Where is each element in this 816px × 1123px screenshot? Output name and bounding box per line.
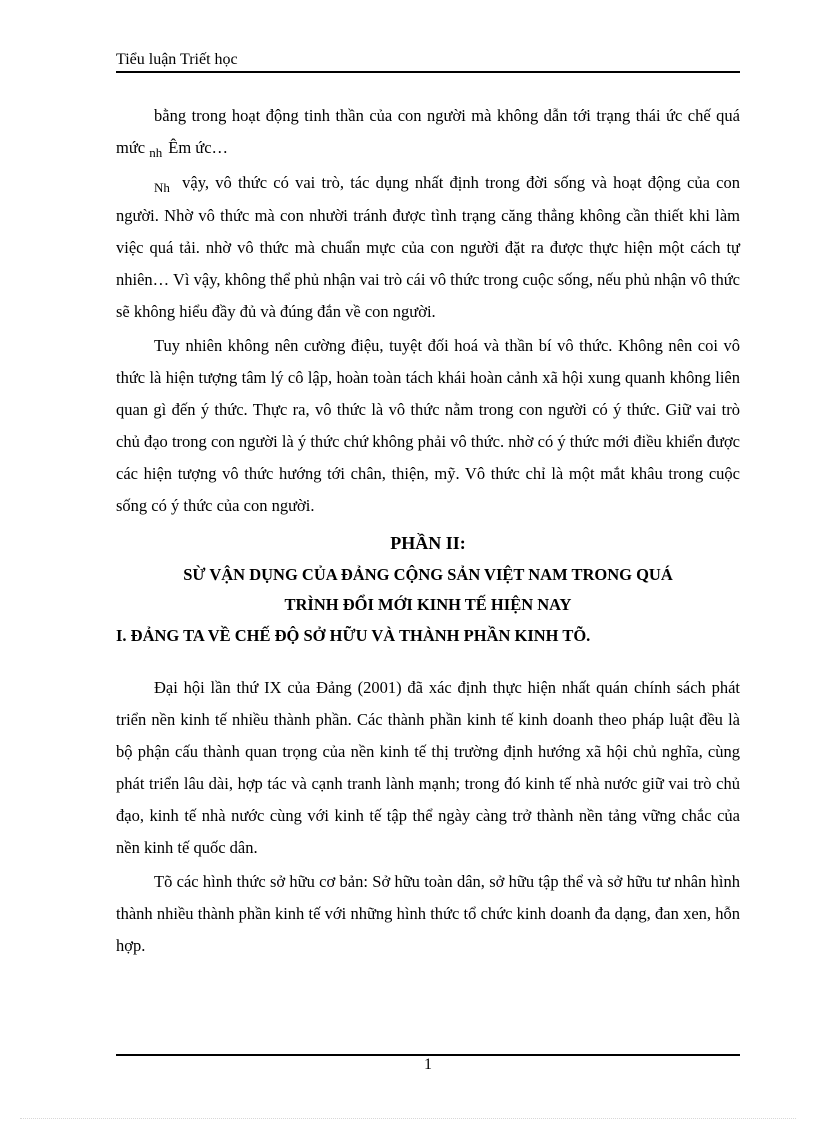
page-header-title: Tiểu luận Triết học [116,51,238,68]
fragment-text: nh [149,145,163,160]
section-heading: I. ĐẢNG TA VỀ CHẾ ĐỘ SỞ HỮU VÀ THÀNH PHẦN KINH TÕ. [116,626,591,645]
paragraph: Đại hội lần thứ IX của Đảng (2001) đã xác định thực hiện nhất quán chính sách phát triển nền kinh tế nhiều thành phần. Các thành phần kinh tế kinh doanh theo pháp luật đều là bộ phận cấu thành quan trọng của nền kinh tế thị trường định hướng xã hội chủ nghĩa, cùng phát triển lâu dài, hợp tác và cạnh tranh lành mạnh; trong đó kinh tế nhà nước giữ vai trò chủ đạo, kinh tế nhà nước cùng với kinh tế tập thể ngày càng trở thành nền tảng vững chắc của nền kinh tế quốc dân. [116,678,740,857]
paragraph-text: Êm ức… [168,138,229,157]
document-body [116,100,740,962]
part-heading: PHẦN II: [390,533,466,553]
paragraph [116,167,740,328]
paragraph: Tõ các hình thức sở hữu cơ bản: Sở hữu toàn dân, sở hữu tập thể và sở hữu tư nhân hình thành nhiều thành phần kinh tế với những hình thức tổ chức kinh doanh đa dạng, đan xen, hỗn hợp. [116,872,740,955]
paragraph [116,100,740,165]
part-title-line: SỪ VẬN DỤNG CỦA ĐẢNG CỘNG SẢN VIỆT NAM TRONG QUÁ [183,565,673,584]
paragraph-text: bằng trong hoạt động tinh thần của con người mà không dẫn tới trạng thái ức chế quá mức [116,106,740,157]
header-rule [116,71,740,73]
paragraph-text: vậy, vô thức có vai trò, tác dụng nhất định trong đời sống và hoạt động của con người. Nhờ vô thức mà con nhười tránh được tình trạng căng thẳng không cần thiết khi làm việc quá tải. nhờ vô thức mà chuẩn mực của con người đặt ra được thực hiện một cách tự nhiên… Vì vậy, không thể phủ nhận vai trò cái vô thức trong cuộc sống, nếu phủ nhận vô thức sẽ không hiểu đầy đủ và đúng đắn về con người. [116,173,740,321]
page-number: 1 [424,1056,432,1073]
fragment-text: Nh [154,180,170,195]
part-title-line: TRÌNH ĐỔI MỚI KINH TẾ HIỆN NAY [284,595,572,614]
paragraph: Tuy nhiên không nên cường điệu, tuyệt đối hoá và thần bí vô thức. Không nên coi vô thức là hiện tượng tâm lý cô lập, hoàn toàn tách khái hoàn cảnh xã hội xung quanh không liên quan gì đến ý thức. Thực ra, vô thức là vô thức nằm trong con người có ý thức. Giữ vai trò chủ đạo trong con người là ý thức chứ không phải vô thức. nhờ có ý thức mới điều khiển được các hiện tượng vô thức hướng tới chân, thiện, mỹ. Vô thức chỉ là một mắt khâu trong cuộc sống có ý thức của con người. [116,336,740,515]
page-edge-dots [20,1118,796,1119]
